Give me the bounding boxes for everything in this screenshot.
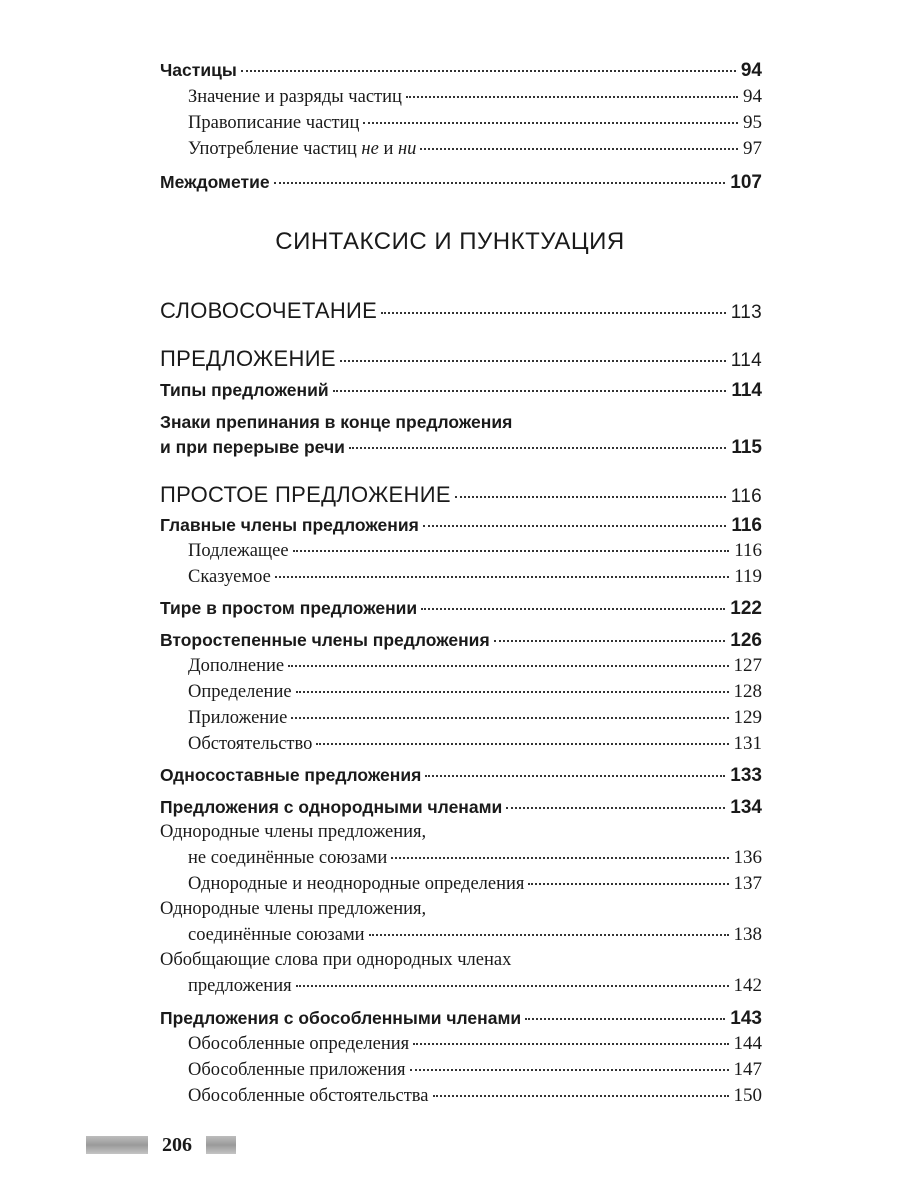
dot-leader	[525, 1018, 725, 1020]
entry-title: Типы предложений	[160, 380, 329, 400]
dot-leader	[288, 665, 728, 667]
toc-entry-predlozhenie[interactable]	[160, 346, 762, 372]
entry-title: и при перерыве речи	[160, 437, 345, 457]
entry-title: Правописание частиц	[188, 113, 360, 133]
toc-entry-znachenie-chastits[interactable]	[188, 86, 762, 108]
entry-page: 126	[730, 630, 762, 651]
toc-entry-ne-soedinennye[interactable]	[188, 847, 762, 869]
entry-page: 129	[733, 707, 762, 728]
dot-leader	[293, 550, 730, 552]
section-title: СИНТАКСИС И ПУНКТУАЦИЯ	[275, 228, 625, 255]
entry-page: 131	[733, 733, 762, 754]
entry-title: ПРОСТОЕ ПРЕДЛОЖЕНИЕ	[160, 482, 451, 507]
dot-leader	[274, 182, 726, 184]
dot-leader	[423, 525, 727, 527]
entry-page: 116	[730, 486, 762, 507]
entry-title: Обстоятельство	[188, 734, 313, 754]
entry-em-ni: ни	[397, 139, 417, 159]
entry-page: 114	[731, 380, 762, 401]
dot-leader	[406, 96, 738, 98]
entry-page: 144	[733, 1033, 762, 1054]
dot-leader	[391, 857, 728, 859]
toc-entry-odnorodnye-opredeleniya[interactable]	[188, 873, 762, 895]
dot-leader	[296, 985, 729, 987]
toc-entry-ne-soedinennye-line1: Однородные члены предложения,	[160, 822, 427, 842]
toc-entry-obosoblennye-opredeleniya[interactable]	[188, 1033, 762, 1055]
entry-title: Односоставные предложения	[160, 765, 422, 785]
entry-page: 136	[733, 847, 762, 868]
entry-title: Предложения с обособленными членами	[160, 1008, 522, 1028]
dot-leader	[528, 883, 728, 885]
toc-entry-upotreblenie-chastits[interactable]	[188, 138, 762, 160]
toc-entry-obstoyatelstvo[interactable]	[188, 733, 762, 755]
toc-entry-znaki-prepinaniya[interactable]	[160, 437, 762, 459]
entry-title: Обособленные приложения	[188, 1060, 406, 1080]
toc-entry-obosoblennye-obstoyatelstva[interactable]	[188, 1085, 762, 1107]
entry-title: Тире в простом предложении	[160, 598, 418, 618]
entry-title: не соединённые союзами	[188, 848, 388, 868]
entry-title: Междометие	[160, 172, 270, 192]
toc-entry-dopolnenie[interactable]	[188, 655, 762, 677]
dot-leader	[425, 775, 725, 777]
entry-page: 127	[733, 655, 762, 676]
dot-leader	[381, 312, 726, 314]
toc-entry-vtorostepennye[interactable]	[160, 630, 762, 652]
toc-entry-soedinennye-line1: Однородные члены предложения,	[160, 899, 427, 919]
toc-entry-odnorodnye-chleny[interactable]	[160, 797, 762, 819]
entry-title	[188, 139, 416, 160]
dot-leader	[241, 70, 736, 72]
dot-leader	[275, 576, 729, 578]
toc-entry-obobshchayushchie-line1: Обобщающие слова при однородных членах	[160, 950, 512, 970]
entry-page: 114	[730, 350, 762, 371]
entry-page: 134	[730, 797, 762, 818]
entry-title: Дополнение	[188, 656, 285, 676]
dot-leader	[455, 496, 726, 498]
dot-leader	[363, 122, 738, 124]
entry-page: 116	[734, 540, 762, 561]
entry-page: 113	[730, 302, 762, 323]
toc-entry-obobshchayushchie[interactable]	[188, 975, 762, 997]
footer-bar-left	[86, 1136, 148, 1154]
footer-bar-right	[206, 1136, 236, 1154]
entry-page: 116	[731, 515, 762, 536]
entry-title: Однородные и неоднородные определения	[188, 874, 525, 894]
entry-page: 119	[734, 566, 762, 587]
entry-page: 122	[730, 598, 762, 619]
entry-page: 138	[733, 924, 762, 945]
toc-entry-obosoblennye-chleny[interactable]	[160, 1008, 762, 1030]
entry-page: 133	[730, 765, 762, 786]
entry-title: СЛОВОСОЧЕТАНИЕ	[160, 298, 378, 323]
entry-page: 142	[733, 975, 762, 996]
entry-page: 137	[733, 873, 762, 894]
dot-leader	[316, 743, 728, 745]
entry-title: Значение и разряды частиц	[188, 87, 402, 107]
entry-text-a: Употребление частиц	[188, 139, 362, 159]
entry-title: предложения	[188, 976, 292, 996]
entry-page: 107	[730, 172, 762, 193]
entry-title: Сказуемое	[188, 567, 271, 587]
entry-title: Обособленные определения	[188, 1034, 410, 1054]
toc-entry-tipy-predlozheniy[interactable]	[160, 380, 762, 402]
entry-title: Предложения с однородными членами	[160, 797, 503, 817]
toc-entry-znaki-line1: Знаки препинания в конце предложения	[160, 412, 513, 432]
dot-leader	[506, 807, 725, 809]
entry-title: Подлежащее	[188, 541, 289, 561]
dot-leader	[413, 1043, 728, 1045]
dot-leader	[433, 1095, 729, 1097]
entry-page: 150	[733, 1085, 762, 1106]
entry-title: Частицы	[160, 60, 237, 80]
page-footer	[86, 1134, 236, 1156]
dot-leader	[369, 934, 729, 936]
toc-entry-tire[interactable]	[160, 598, 762, 620]
toc-entry-opredelenie[interactable]	[188, 681, 762, 703]
dot-leader	[420, 148, 738, 150]
entry-page: 94	[740, 60, 762, 81]
page-number: 206	[162, 1133, 192, 1156]
toc-entry-podlezhashchee[interactable]	[188, 540, 762, 562]
dot-leader	[333, 390, 727, 392]
entry-title: Второстепенные члены предложения	[160, 630, 490, 650]
toc-entry-odnosostavnye[interactable]	[160, 765, 762, 787]
dot-leader	[296, 691, 729, 693]
dot-leader	[494, 640, 726, 642]
toc-entry-soedinennye[interactable]	[188, 924, 762, 946]
dot-leader	[291, 717, 728, 719]
toc-entry-slovosochetanie[interactable]	[160, 298, 762, 324]
entry-title: ПРЕДЛОЖЕНИЕ	[160, 346, 336, 371]
entry-title: Обособленные обстоятельства	[188, 1086, 429, 1106]
entry-title: Определение	[188, 682, 292, 702]
entry-page: 94	[743, 86, 762, 107]
entry-page: 147	[733, 1059, 762, 1080]
entry-page: 97	[743, 138, 762, 159]
toc-entry-pravopisanie-chastits[interactable]	[188, 112, 762, 134]
entry-em-ne: не	[361, 139, 379, 159]
toc-entry-prilozhenie[interactable]	[188, 707, 762, 729]
dot-leader	[410, 1069, 729, 1071]
entry-title: Приложение	[188, 708, 288, 728]
dot-leader	[349, 447, 726, 449]
dot-leader	[421, 608, 725, 610]
entry-title: соединённые союзами	[188, 925, 365, 945]
entry-page: 115	[731, 437, 762, 458]
dot-leader	[340, 360, 726, 362]
entry-title: Главные члены предложения	[160, 515, 419, 535]
toc-entry-obosoblennye-prilozheniya[interactable]	[188, 1059, 762, 1081]
toc-entry-skazuemoe[interactable]	[188, 566, 762, 588]
toc-entry-prostoe-predlozhenie[interactable]	[160, 482, 762, 508]
entry-page: 143	[730, 1008, 762, 1029]
toc-entry-mezhdometie[interactable]	[160, 172, 762, 194]
entry-page: 95	[743, 112, 762, 133]
entry-page: 128	[733, 681, 762, 702]
entry-text-b: и	[378, 139, 398, 159]
toc-entry-chastitsy[interactable]	[160, 60, 762, 82]
toc-entry-glavnye-chleny[interactable]	[160, 515, 762, 537]
